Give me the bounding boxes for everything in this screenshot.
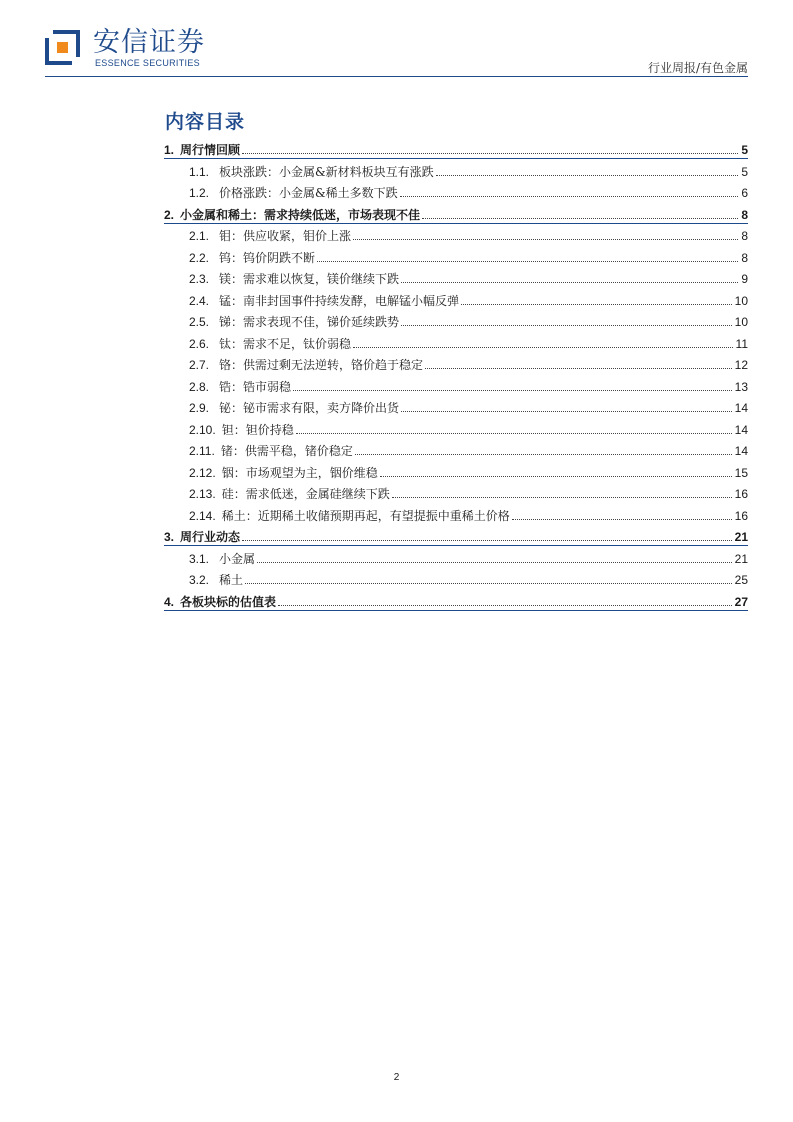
toc-entry-number: 2.3. — [189, 272, 210, 286]
toc-entry-number: 2.8. — [189, 379, 210, 394]
toc-entry-number: 2.14. — [189, 508, 216, 523]
toc-entry-title: 周行业动态 — [180, 530, 241, 544]
toc-entry-number: 2.9. — [189, 401, 210, 415]
toc-entry-number: 2.10. — [189, 422, 216, 437]
toc-entry-title: 板块涨跌：小金属&新材料板块互有涨跌 — [219, 164, 434, 179]
toc-entry-title: 各板块标的估值表 — [180, 594, 277, 609]
toc-leader-dots — [353, 347, 733, 348]
toc-entry-subsection[interactable] — [189, 570, 748, 588]
toc-entry-page: 13 — [734, 379, 748, 394]
toc-leader-dots — [257, 562, 732, 563]
toc-entry-subsection[interactable] — [189, 226, 748, 244]
toc-entry-subsection[interactable] — [189, 484, 748, 502]
toc-leader-dots — [401, 411, 732, 412]
toc-entry-page: 8 — [741, 207, 748, 222]
toc-entry-subsection[interactable] — [189, 420, 748, 438]
toc-leader-dots — [317, 261, 738, 262]
toc-entry-title: 铬：供需过剩无法逆转，铬价趋于稳定 — [219, 358, 424, 372]
toc-entry-number: 2.12. — [189, 465, 216, 480]
brand-name-en: ESSENCE SECURITIES — [95, 58, 200, 68]
toc-entry-title: 稀土：近期稀土收储预期再起，有望提振中重稀土价格 — [221, 508, 510, 523]
toc-entry-subsection[interactable] — [189, 183, 748, 201]
toc-entry-page: 27 — [734, 594, 748, 609]
toc-entry-title: 镁：需求难以恢复，镁价继续下跌 — [219, 272, 400, 286]
toc-entry-subsection[interactable] — [189, 269, 748, 287]
toc-entry-number: 1.1. — [189, 164, 210, 179]
toc-leader-dots — [296, 433, 732, 434]
toc-entry-title: 铋：铋市需求有限，卖方降价出货 — [219, 401, 400, 415]
toc-entry-number: 4. — [164, 594, 175, 609]
brand-name-cn: 安信证券 — [93, 27, 205, 58]
toc-entry-title: 周行情回顾 — [180, 143, 241, 157]
toc-leader-dots — [461, 304, 732, 305]
toc-entry-subsection[interactable] — [189, 398, 748, 416]
header-divider — [45, 76, 748, 77]
toc-entry-page: 14 — [734, 444, 748, 458]
toc-entry-subsection[interactable] — [189, 377, 748, 395]
toc-entry-page: 8 — [741, 250, 748, 265]
toc-entry-title: 钽：钽价持稳 — [221, 422, 294, 437]
toc-entry-title: 价格涨跌：小金属&稀土多数下跌 — [219, 186, 398, 200]
toc-entry-number: 2.1. — [189, 229, 210, 243]
toc-entry-title: 锆：锆市弱稳 — [219, 379, 292, 394]
page-number: 2 — [393, 1072, 400, 1083]
toc-entry-subsection[interactable] — [189, 506, 748, 524]
toc-entry-title: 稀土 — [219, 573, 244, 587]
toc-entry-page: 8 — [741, 229, 748, 243]
toc-entry-page: 6 — [741, 186, 748, 200]
toc-entry-subsection[interactable] — [189, 291, 748, 309]
toc-entry-page: 9 — [741, 272, 748, 286]
toc-entry-page: 21 — [734, 551, 748, 566]
toc-entry-page: 15 — [734, 465, 748, 480]
toc-entry-number: 2. — [164, 207, 175, 222]
toc-entry-number: 2.13. — [189, 487, 216, 501]
toc-leader-dots — [401, 282, 738, 283]
toc-leader-dots — [392, 497, 732, 498]
toc-entry-title: 小金属 — [219, 551, 256, 566]
toc-entry-page: 16 — [734, 508, 748, 523]
toc-entry-number: 2.4. — [189, 293, 210, 308]
toc-entry-title: 硅：需求低迷，金属硅继续下跌 — [221, 487, 390, 501]
toc-entry-title: 钼：供应收紧，钼价上涨 — [219, 229, 352, 243]
toc-entry-subsection[interactable] — [189, 162, 748, 180]
toc-entry-subsection[interactable] — [189, 355, 748, 373]
toc-leader-dots — [380, 476, 732, 477]
toc-leader-dots — [400, 196, 739, 197]
toc-entry-number: 2.5. — [189, 315, 210, 329]
toc-entry-page: 16 — [734, 487, 748, 501]
toc-leader-dots — [512, 519, 732, 520]
toc-leader-dots — [278, 605, 732, 606]
toc-entry-section[interactable] — [164, 527, 748, 545]
toc-entry-number: 3. — [164, 530, 175, 544]
toc-leader-dots — [425, 368, 732, 369]
toc-entry-title: 钛：需求不足，钛价弱稳 — [219, 336, 352, 351]
toc-leader-dots — [245, 583, 732, 584]
toc-entry-subsection[interactable] — [189, 248, 748, 266]
section-underline — [164, 223, 748, 224]
toc-leader-dots — [422, 218, 738, 219]
toc-entry-number: 2.2. — [189, 250, 210, 265]
toc-entry-page: 11 — [735, 336, 748, 351]
toc-leader-dots — [242, 540, 732, 541]
toc-entry-page: 21 — [734, 530, 748, 544]
toc-entry-title: 锑：需求表现不佳，锑价延续跌势 — [219, 315, 400, 329]
toc-entry-number: 2.6. — [189, 336, 210, 351]
toc-entry-number: 3.1. — [189, 551, 210, 566]
toc-entry-section[interactable] — [164, 205, 748, 223]
toc-entry-subsection[interactable] — [189, 441, 748, 459]
toc-entry-page: 25 — [734, 573, 748, 587]
toc-entry-page: 14 — [734, 422, 748, 437]
toc-leader-dots — [355, 454, 732, 455]
toc-entry-page: 10 — [734, 315, 748, 329]
toc-entry-title: 锰：南非封国事件持续发酵，电解锰小幅反弹 — [219, 293, 460, 308]
toc-title: 内容目录 — [165, 111, 246, 133]
toc-leader-dots — [293, 390, 732, 391]
section-underline — [164, 158, 748, 159]
toc-entry-page: 10 — [734, 293, 748, 308]
toc-entry-section[interactable] — [164, 140, 748, 158]
toc-entry-page: 5 — [741, 164, 748, 179]
report-category: 行业周报/有色金属 — [647, 61, 748, 75]
toc-leader-dots — [436, 175, 739, 176]
essence-logo-icon — [45, 30, 80, 65]
toc-entry-subsection[interactable] — [189, 549, 748, 567]
toc-entry-section[interactable] — [164, 592, 748, 610]
toc-leader-dots — [401, 325, 732, 326]
toc-entry-title: 钨：钨价阴跌不断 — [219, 250, 316, 265]
toc-entry-subsection[interactable] — [189, 312, 748, 330]
toc-entry-page: 5 — [741, 143, 748, 157]
toc-entry-page: 12 — [734, 358, 748, 372]
toc-entry-subsection[interactable] — [189, 334, 748, 352]
toc-entry-number: 3.2. — [189, 573, 210, 587]
toc-entry-number: 2.11. — [189, 444, 215, 458]
section-underline — [164, 610, 748, 611]
toc-leader-dots — [242, 153, 738, 154]
toc-entry-page: 14 — [734, 401, 748, 415]
toc-entry-number: 2.7. — [189, 358, 210, 372]
toc-entry-number: 1. — [164, 143, 175, 157]
toc-entry-number: 1.2. — [189, 186, 210, 200]
section-underline — [164, 545, 748, 546]
toc-entry-title: 铟：市场观望为主，铟价维稳 — [221, 465, 378, 480]
toc-entry-title: 锗：供需平稳，锗价稳定 — [220, 444, 353, 458]
toc-leader-dots — [353, 239, 738, 240]
toc-entry-subsection[interactable] — [189, 463, 748, 481]
page-header — [0, 0, 793, 80]
toc-entry-title: 小金属和稀土：需求持续低迷，市场表现不佳 — [180, 207, 421, 222]
